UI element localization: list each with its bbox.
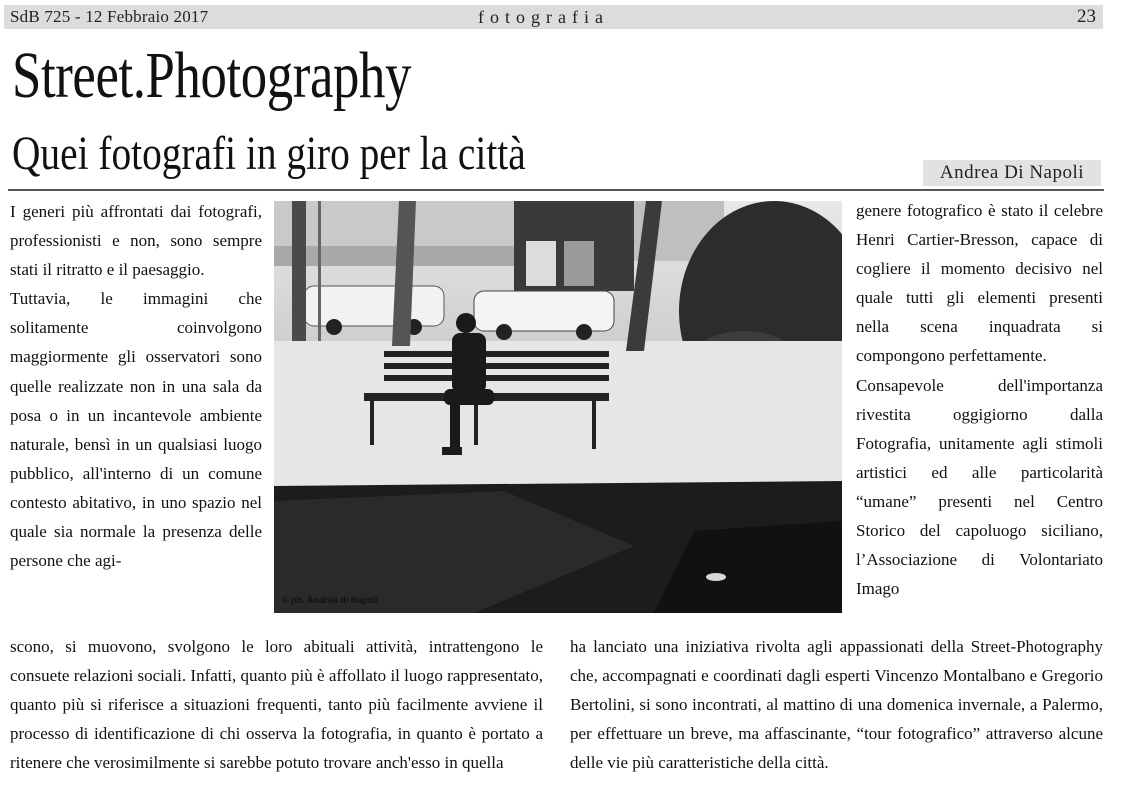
bottom-left-text [10,632,543,777]
bottom-right-paragraph: ha lanciato una iniziativa rivolta agli appassionati della Street-Photography che, accompagnati e coordinati dagli esperti Vincenzo Montalbano e Gregorio Bertolini, si sono incontrati, al mattino di una domenica invernale, a Palermo, per effettuare un breve, ma affascinante, “tour fotografico” attraverso alcune delle vie più caratteristiche della città. [570,637,1103,773]
issue-date: SdB 725 - 12 Febbraio 2017 [10,7,209,26]
author-byline: Andrea Di Napoli [923,160,1101,186]
left-column [10,197,262,575]
article-subtitle: Quei fotografi in giro per la città [12,127,526,180]
photo-credit: © ph. Andrea di Napoli [282,595,379,605]
title-divider [8,189,1104,191]
street-scene-illustration [274,201,842,613]
section-name: fotografia [478,7,609,27]
left-paragraph-2: Tuttavia, le immagini che solitamente coinvolgono maggiormente gli osservatori sono quelle realizzate non in una sala da posa o in un incantevole ambiente naturale, bensì in un qualsiasi luogo pubblico, all'interno di un comune contesto abitativo, in uno spazio nel quale sia normale la presenza delle persone che agi- [10,289,262,571]
page-number: 23 [1077,6,1096,27]
left-paragraph-1: I generi più affrontati dai fotografi, professionisti e non, sono sempre stati il ritratto e il paesaggio. [10,202,262,280]
right-column [856,196,1103,603]
article-photo [274,201,842,613]
bottom-left-paragraph: scono, si muovono, svolgono le loro abituali attività, intrattengono le consuete relazioni sociali. Infatti, quanto più è affollato il luogo rappresentato, quanto più si riferisce a situazioni frequenti, tanto più facilmente avviene il processo di identificazione di chi osserva la fotografia, in quanto è portato a ritenere che verosimilmente si sarebbe potuto trovare anch'esso in quella [10,637,543,773]
right-paragraph-2: Consapevole dell'importanza rivestita oggigiorno dalla Fotografia, unitamente agli stimoli artistici ed alle particolarità “umane” presenti nel Centro Storico del capoluogo siciliano, l’Associazione di Volontariato Imago [856,375,1103,599]
right-paragraph-1: genere fotografico è stato il celebre Henri Cartier-Bresson, capace di cogliere il momento decisivo nel quale tutti gli elementi presenti nella scena inquadrata si compongono perfettamente. [856,201,1103,366]
article-title: Street.Photography [12,39,412,112]
bottom-right-text [570,632,1103,777]
